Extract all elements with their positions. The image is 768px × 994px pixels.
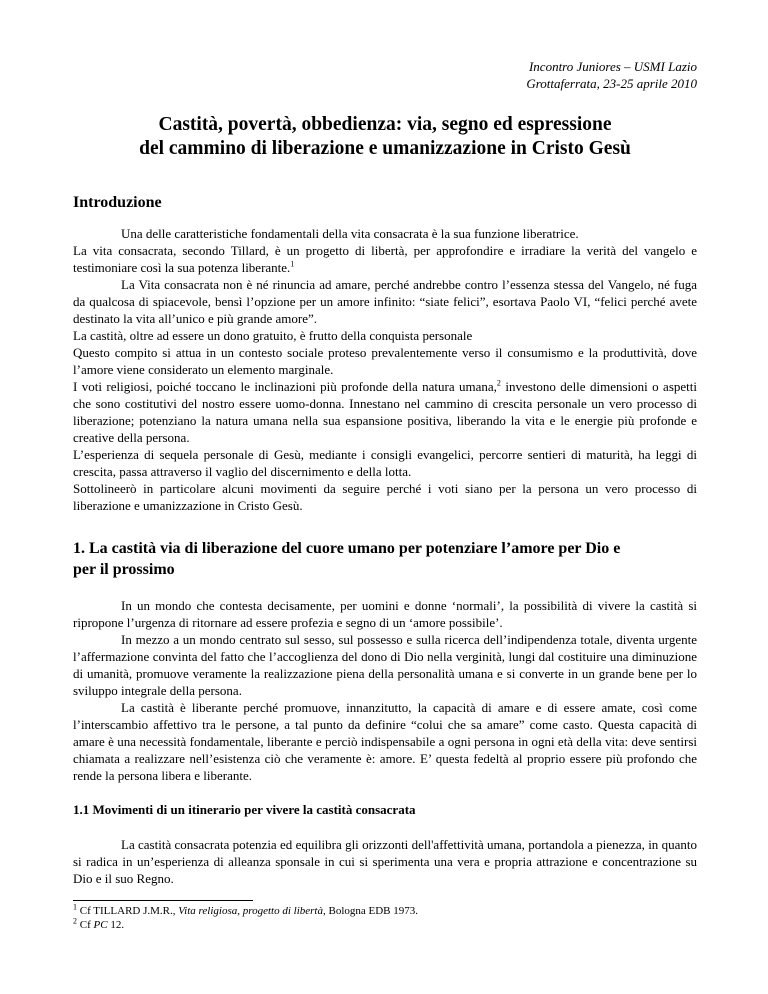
intro-paragraph-6-text-a: I voti religiosi, poiché toccano le inclinazioni più profonde della natura umana, <box>73 379 497 394</box>
section-1-heading-line-2: per il prossimo <box>73 561 175 578</box>
intro-paragraph-4: La castità, oltre ad essere un dono gratuito, è frutto della conquista personale <box>73 328 473 343</box>
section-1-1-paragraph-1: La castità consacrata potenzia ed equilibra gli orizzonti dell'affettività umana, portandola a pienezza, in quanto si radica in un’esperienza di alleanza sponsale in cui si sperimenta una vera e propria attrazione e concentrazione su Dio e il suo Regno. <box>73 837 697 886</box>
footnote-2-number: 2 <box>73 916 77 926</box>
footnote-ref-2[interactable]: 2 <box>496 378 501 388</box>
footnote-1 <box>73 904 418 918</box>
page-header <box>297 58 697 92</box>
section-1-heading-line-1: 1. La castità via di liberazione del cuore umano per potenziare l’amore per Dio e <box>73 540 621 557</box>
footnote-2-title: PC <box>93 919 108 931</box>
footnote-1-pre: Cf TILLARD J.M.R., <box>79 905 179 917</box>
section-1-heading <box>73 538 697 580</box>
section-1-1-heading: 1.1 Movimenti di un itinerario per vivere la castità consacrata <box>73 802 416 817</box>
intro-body <box>73 225 697 514</box>
footnote-2-pre: Cf <box>79 919 94 931</box>
intro-paragraph-6-text-b: investono delle dimensioni o aspetti che sono costitutivi del nostro essere uomo-donna. Innestano nel cammino di crescita personale un vero processo di liberazione; potenziano la natura umana nella sua espansione positiva, liberando la vita e le energie più profonde e creative della persona. <box>73 379 697 445</box>
title-line-1: Castità, povertà, obbedienza: via, segno ed espressione <box>158 114 612 135</box>
section-1-paragraph-1: In un mondo che contesta decisamente, per uomini e donne ‘normali’, la possibilità di vivere la castità si ripropone l’urgenza di ritornare ad essere profezia e segno di un ‘amore possibile’. <box>73 598 697 630</box>
footnote-divider <box>73 900 253 901</box>
section-1-paragraph-3: La castità è liberante perché promuove, innanzitutto, la capacità di amare e di essere amate, così come l’interscambio affettivo tra le persone, a tal punto da definire “colui che sa amare” come casto. Questa capacità di amare è una necessità fondamentale, liberante e perciò indispensabile a ogni persona in ogni età della vita: deve sentirsi chiamata a realizzare nell’esistenza ciò che veramente è: amore. E’ questa fedeltà al proprio essere più profondo che rende la persona libera e liberante. <box>73 700 697 783</box>
footnote-1-title: Vita religiosa, progetto di libertà <box>178 905 323 917</box>
footnote-2 <box>73 918 124 932</box>
footnote-1-post: , Bologna EDB 1973. <box>322 905 419 917</box>
footnote-2-post: 12. <box>107 919 125 931</box>
intro-paragraph-8: Sottolineerò in particolare alcuni movimenti da seguire perché i voti siano per la persona un vero processo di liberazione e umanizzazione in Cristo Gesù. <box>73 481 697 513</box>
section-1-body <box>73 597 697 784</box>
intro-paragraph-7: L’esperienza di sequela personale di Gesù, mediante i consigli evangelici, percorre sentieri di maturità, ha leggi di crescita, passa attraverso il vaglio del discernimento e della lotta. <box>73 447 697 479</box>
intro-heading: Introduzione <box>73 194 162 211</box>
intro-paragraph-1: Una delle caratteristiche fondamentali della vita consacrata è la sua funzione liberatrice. <box>121 226 579 241</box>
intro-paragraph-5: Questo compito si attua in un contesto sociale proteso prevalentemente verso il consumismo e la produttività, dove l’amore viene considerato un elemento marginale. <box>73 345 697 377</box>
header-place-date: Grottaferrata, 23-25 aprile 2010 <box>526 76 697 91</box>
footnote-1-number: 1 <box>73 902 77 912</box>
intro-paragraph-2 <box>73 242 697 276</box>
footnote-ref-1[interactable]: 1 <box>290 259 295 269</box>
section-1-1-body <box>73 836 697 887</box>
intro-paragraph-3: La Vita consacrata non è né rinuncia ad amare, perché andrebbe contro l’essenza stessa del Vangelo, né fuga da qualcosa di spiacevole, bensì l’opzione per un amore infinito: “siate felici”, esortava Paolo VI, “felici perché avete destinato la vita all’unico e più grande amore”. <box>73 277 697 326</box>
document-title <box>73 113 697 161</box>
intro-paragraph-2-text: La vita consacrata, secondo Tillard, è un progetto di libertà, per approfondire e irradiare la verità del vangelo e testimoniare così la sua potenza liberante. <box>73 243 697 275</box>
intro-paragraph-6 <box>73 378 697 446</box>
section-1-paragraph-2: In mezzo a un mondo centrato sul sesso, sul possesso e sulla ricerca dell’indipendenza totale, diventa urgente l’affermazione convinta del fatto che l’accoglienza del dono di Dio nella verginità, lungi dal costituire una diminuzione di umanità, promuove veramente la realizzazione piena della personalità umana e si converte in un grande bene per lo sviluppo integrale della persona. <box>73 632 697 698</box>
header-event: Incontro Juniores – USMI Lazio <box>528 59 697 74</box>
title-line-2: del cammino di liberazione e umanizzazione in Cristo Gesù <box>139 138 631 159</box>
